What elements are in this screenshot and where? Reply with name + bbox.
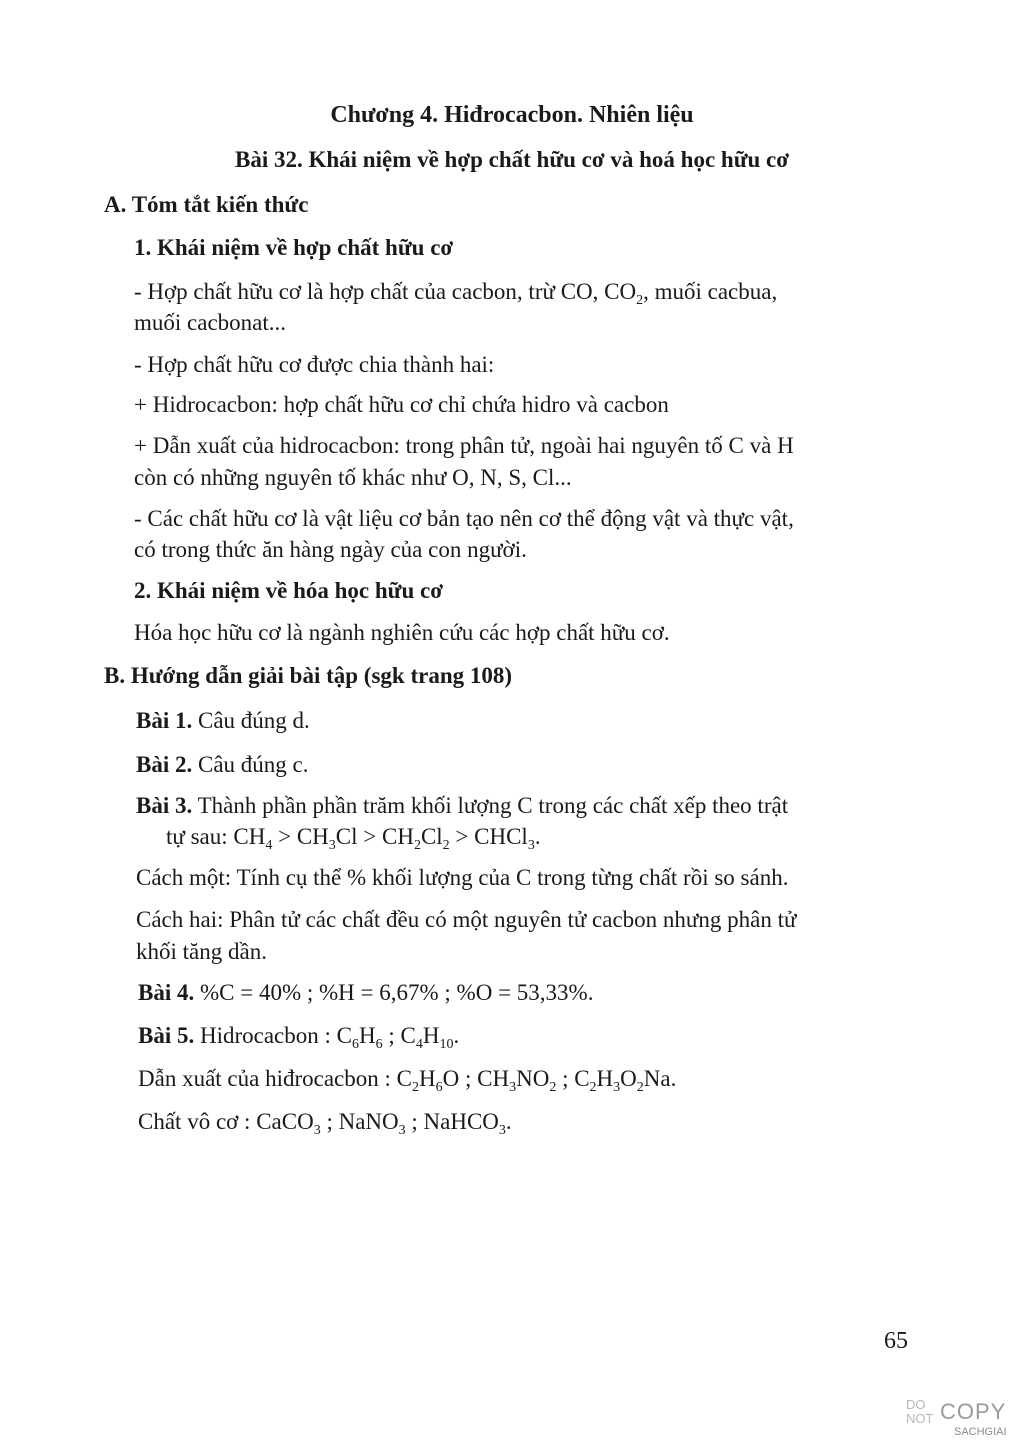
method-two: Cách hai: Phân tử các chất đều có một nguyên tử cacbon nhưng phân tử <box>136 907 797 932</box>
copy-watermark <box>906 1398 1014 1444</box>
lesson-title: Bài 32. Khái niệm về hợp chất hữu cơ và hoá học hữu cơ <box>235 147 789 172</box>
watermark-brand: SACHGIAI <box>954 1426 1007 1438</box>
derivatives-list: Dẫn xuất của hiđrocacbon : $C_2H_6O$ ; $CH_3NO_2$ ; $C_2H_3O_2Na$. <box>138 1066 677 1095</box>
subsection-1-heading: 1. Khái niệm về hợp chất hữu cơ <box>134 235 454 260</box>
paragraph-derivative-cont: còn có những nguyên tố khác như O, N, S, Cl... <box>134 465 572 490</box>
method-one: Cách một: Tính cụ thể % khối lượng của C trong từng chất rồi so sánh. <box>136 865 789 890</box>
paragraph-classification: - Hợp chất hữu cơ được chia thành hai: <box>134 352 495 377</box>
watermark-copy: COPY <box>940 1399 1007 1424</box>
exercise-4: Bài 4. %C = 40% ; %H = 6,67% ; %O = 53,33%. <box>138 980 594 1005</box>
inorganic-list: Chất vô cơ : CaCO$_3$ ; NaNO$_3$ ; NaHCO$_3$. <box>138 1109 512 1138</box>
subsection-2-heading: 2. Khái niệm về hóa học hữu cơ <box>134 578 443 603</box>
paragraph-organic-definition: - Hợp chất hữu cơ là hợp chất của cacbon, trừ CO, $CO_2$, muối cacbua, <box>134 279 778 308</box>
paragraph-materials: - Các chất hữu cơ là vật liệu cơ bản tạo nên cơ thể động vật và thực vật, <box>134 506 794 531</box>
method-two-cont: khối tăng dần. <box>136 939 267 964</box>
exercise-5: Bài 5. Hidrocacbon : $C_6H_6$ ; $C_4H_{10}$. <box>138 1023 460 1052</box>
paragraph-derivative: + Dẫn xuất của hidrocacbon: trong phân tử, ngoài hai nguyên tố C và H <box>134 433 794 458</box>
chapter-title: Chương 4. Hiđrocacbon. Nhiên liệu <box>330 102 694 128</box>
section-b-heading: B. Hướng dẫn giải bài tập (sgk trang 108) <box>104 663 513 688</box>
watermark-do: DO <box>906 1397 926 1412</box>
exercise-1: Bài 1. Câu đúng d. <box>136 708 310 733</box>
exercise-3: Bài 3. Thành phần phần trăm khối lượng C trong các chất xếp theo trật <box>136 793 789 818</box>
paragraph-hydrocarbon: + Hidrocacbon: hợp chất hữu cơ chỉ chứa hidro và cacbon <box>134 392 669 417</box>
paragraph-materials-cont: có trong thức ăn hàng ngày của con người. <box>134 537 527 562</box>
page-number: 65 <box>884 1328 908 1354</box>
exercise-2: Bài 2. Câu đúng c. <box>136 752 309 777</box>
watermark-not: NOT <box>906 1411 934 1426</box>
exercise-3-order: tự sau: $CH_4 > CH_3Cl > CH_2Cl_2$ > CHCl$_3$. <box>166 824 541 853</box>
paragraph-organic-definition-cont: muối cacbonat... <box>134 310 287 335</box>
paragraph-organic-chemistry: Hóa học hữu cơ là ngành nghiên cứu các hợp chất hữu cơ. <box>134 620 670 645</box>
section-a-heading: A. Tóm tắt kiến thức <box>104 192 309 217</box>
